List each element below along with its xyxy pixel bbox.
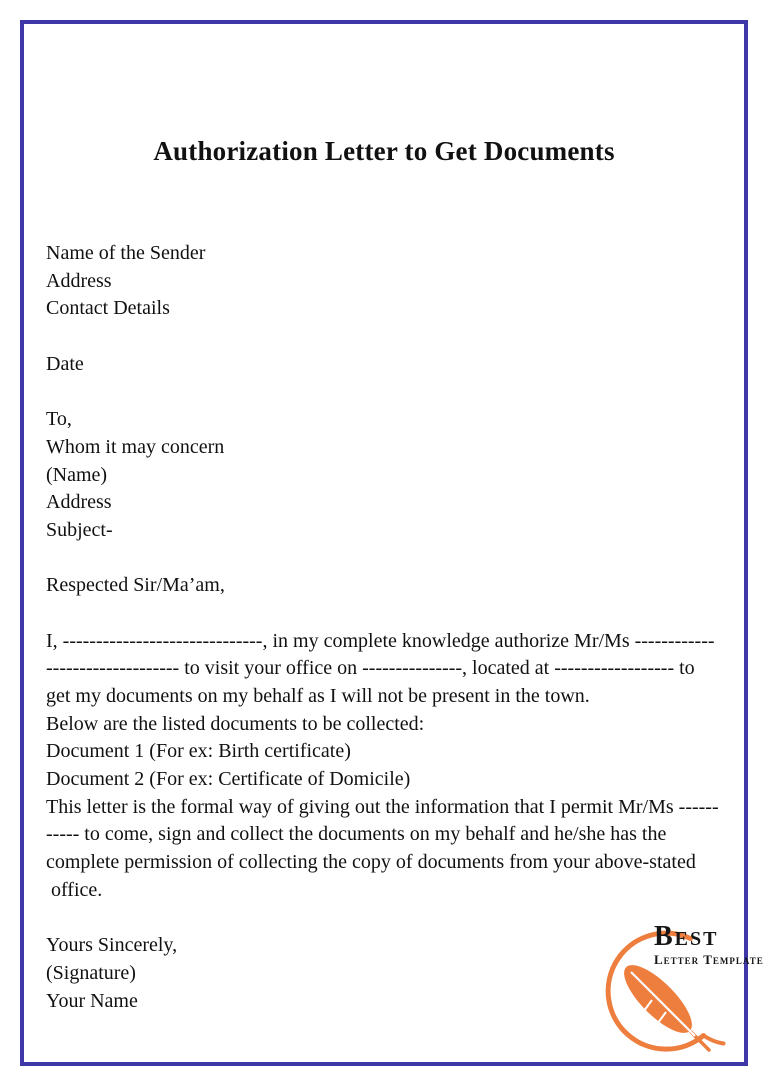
letter-body <box>46 240 738 1015</box>
logo-brand-text: Best <box>654 921 719 952</box>
sender-name: Name of the Sender <box>46 242 206 264</box>
body-line: complete permission of collecting the copy of documents from your above-stated <box>46 851 696 874</box>
closing-name: Your Name <box>46 989 138 1012</box>
closing-signature: (Signature) <box>46 961 136 984</box>
logo-subtitle-text: Letter Template <box>654 952 764 967</box>
recipient-address: Address <box>46 491 112 514</box>
sender-contact: Contact Details <box>46 297 170 320</box>
body-line: I, ------------------------------, in my complete knowledge authorize Mr/Ms ------------ <box>46 629 715 652</box>
closing-sign-off: Yours Sincerely, <box>46 934 178 957</box>
spacer-line <box>46 545 738 573</box>
body-line: -------------------- to visit your office on ---------------, located at ------------------ to <box>46 657 695 680</box>
recipient-name: (Name) <box>46 463 108 486</box>
spacer-line <box>46 600 738 628</box>
brand-logo <box>596 921 764 1065</box>
date-label: Date <box>46 352 84 375</box>
body-line: Document 2 (For ex: Certificate of Domicile) <box>46 768 411 791</box>
spacer-line <box>46 323 738 351</box>
body-line: office. <box>46 878 103 901</box>
recipient-concern: Whom it may concern <box>46 435 225 458</box>
sender-address: Address <box>46 269 112 292</box>
body-line: Below are the listed documents to be collected: <box>46 712 425 735</box>
spacer-line <box>46 378 738 406</box>
recipient-to: To, <box>46 408 72 431</box>
letter-title: Authorization Letter to Get Documents <box>153 136 615 166</box>
salutation: Respected Sir/Ma’am, <box>46 574 225 597</box>
body-line: ----- to come, sign and collect the documents on my behalf and he/she has the <box>46 823 667 846</box>
body-line: get my documents on my behalf as I will not be present in the town. <box>46 685 590 707</box>
body-line: This letter is the formal way of giving out the information that I permit Mr/Ms ------ <box>46 795 719 818</box>
body-line: Document 1 (For ex: Birth certificate) <box>46 740 351 763</box>
recipient-subject: Subject- <box>46 518 113 541</box>
